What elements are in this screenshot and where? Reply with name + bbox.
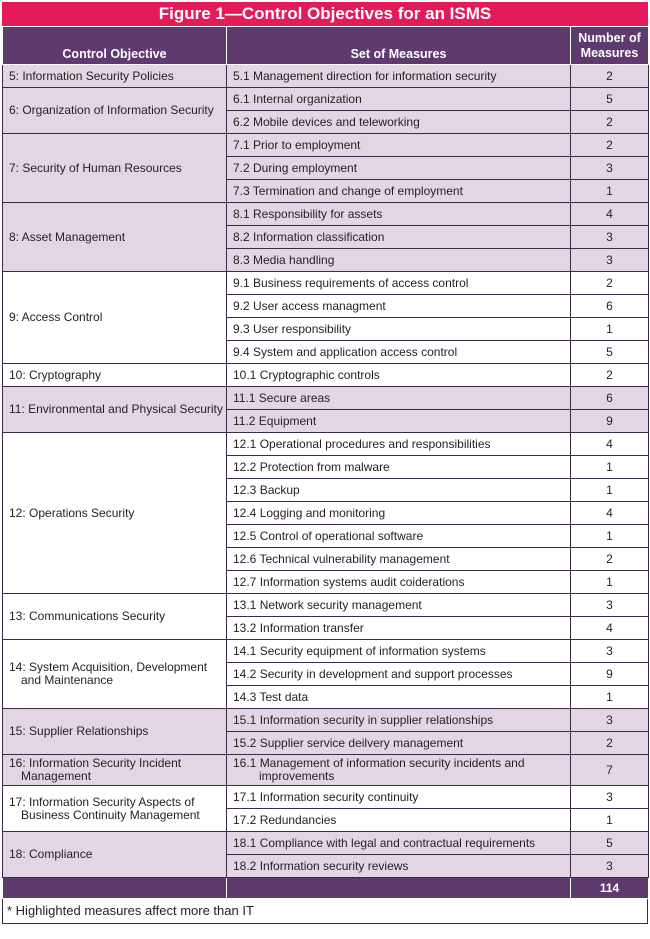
control-objective-cell — [3, 387, 227, 433]
measure-label: 9.3 User responsibility — [233, 321, 352, 336]
measure-cell — [227, 617, 571, 640]
total-count: 114 — [571, 878, 649, 899]
measure-count: 2 — [571, 134, 649, 157]
measure-count: 1 — [571, 571, 649, 594]
table-row — [3, 387, 649, 410]
control-objective-cell — [3, 594, 227, 640]
measure-label: 12.4 Logging and monitoring — [233, 505, 386, 520]
measure-count: 4 — [571, 502, 649, 525]
measure-label: 6.1 Internal organization — [233, 91, 362, 106]
measure-cell — [227, 341, 571, 364]
table-row — [3, 134, 649, 157]
measure-cell — [227, 548, 571, 571]
measure-cell — [227, 594, 571, 617]
control-objective-label: 9: Access Control — [9, 310, 103, 324]
measure-count: 4 — [571, 203, 649, 226]
measure-count: 3 — [571, 709, 649, 732]
measure-count: 5 — [571, 832, 649, 855]
measure-count: 1 — [571, 479, 649, 502]
control-objective-label: 14: System Acquisition, Development — [9, 660, 208, 674]
table-row — [3, 786, 649, 809]
table-row — [3, 640, 649, 663]
measure-cell — [227, 226, 571, 249]
measure-label: 18.1 Compliance with legal and contractual requirements — [233, 835, 536, 850]
measure-cell — [227, 387, 571, 410]
measure-cell — [227, 571, 571, 594]
measure-cell — [227, 410, 571, 433]
table-row — [3, 65, 649, 88]
measure-label: 9.1 Business requirements of access control — [233, 275, 469, 290]
measure-cell — [227, 364, 571, 387]
control-objective-cell — [3, 786, 227, 832]
measure-label: 12.6 Technical vulnerability management — [233, 551, 450, 566]
control-objective-cell — [3, 832, 227, 878]
control-objective-cell — [3, 640, 227, 709]
measure-label: 12.3 Backup — [233, 482, 300, 497]
control-objective-cell — [3, 364, 227, 387]
control-objective-label: 8: Asset Management — [9, 229, 126, 244]
control-objective-label: 12: Operations Security — [9, 505, 135, 520]
header-row — [3, 27, 649, 65]
table-row — [3, 832, 649, 855]
measure-cell — [227, 180, 571, 203]
measure-cell — [227, 203, 571, 226]
measure-label: 15.2 Supplier service deilvery management — [233, 735, 464, 750]
measure-cell — [227, 272, 571, 295]
table-row — [3, 88, 649, 111]
control-objective-label: 6: Organization of Information Security — [9, 103, 214, 117]
measure-count: 3 — [571, 249, 649, 272]
measure-label: 16.1 Management of information security incidents and — [233, 756, 525, 770]
measure-count: 1 — [571, 180, 649, 203]
control-objective-cell — [3, 755, 227, 786]
measure-label: 13.1 Network security management — [233, 597, 422, 612]
measure-label: 8.3 Media handling — [233, 252, 335, 267]
control-objective-label: 18: Compliance — [9, 847, 93, 861]
measure-cell — [227, 318, 571, 341]
measure-label-line2: improvements — [259, 769, 335, 783]
measure-cell — [227, 732, 571, 755]
measure-cell — [227, 479, 571, 502]
table-row — [3, 433, 649, 456]
table-row — [3, 272, 649, 295]
measure-label: 17.1 Information security continuity — [233, 789, 419, 804]
measure-count: 3 — [571, 226, 649, 249]
control-objective-label: 15: Supplier Relationships — [9, 724, 149, 738]
measure-cell — [227, 663, 571, 686]
measure-count: 3 — [571, 594, 649, 617]
table-row — [3, 594, 649, 617]
measure-count: 1 — [571, 809, 649, 832]
measure-label: 12.1 Operational procedures and responsibilities — [233, 436, 491, 451]
control-objectives-table — [2, 26, 649, 899]
control-objective-cell — [3, 709, 227, 755]
table-body — [3, 65, 649, 878]
measure-label: 5.1 Management direction for information security — [233, 68, 497, 83]
total-row — [3, 878, 649, 899]
measure-count: 9 — [571, 410, 649, 433]
measure-cell — [227, 295, 571, 318]
figure-title: Figure 1—Control Objectives for an ISMS — [2, 2, 648, 26]
measure-cell — [227, 433, 571, 456]
footnote: * Highlighted measures affect more than IT — [2, 899, 648, 924]
measure-count: 4 — [571, 617, 649, 640]
figure — [2, 2, 648, 924]
measure-label: 14.3 Test data — [233, 689, 309, 704]
measure-label: 17.2 Redundancies — [233, 812, 337, 827]
control-objective-label-line2: Business Continuity Management — [21, 807, 200, 822]
measure-cell — [227, 525, 571, 548]
measure-cell — [227, 809, 571, 832]
control-objective-label: 11: Environmental and Physical Security — [9, 402, 223, 416]
measure-cell — [227, 832, 571, 855]
measure-cell — [227, 686, 571, 709]
measure-label: 7.1 Prior to employment — [233, 137, 361, 152]
measure-label: 7.2 During employment — [233, 160, 358, 175]
measure-count: 6 — [571, 387, 649, 410]
control-objective-cell — [3, 134, 227, 203]
measure-label: 9.4 System and application access control — [233, 344, 458, 359]
measure-cell — [227, 855, 571, 878]
control-objective-label: 7: Security of Human Resources — [9, 160, 182, 175]
table-row — [3, 755, 649, 786]
control-objective-label: 17: Information Security Aspects of — [9, 794, 195, 809]
measure-label: 6.2 Mobile devices and teleworking — [233, 114, 420, 129]
control-objective-cell — [3, 88, 227, 134]
measure-label: 12.2 Protection from malware — [233, 459, 390, 474]
header-count-line1: Number of — [578, 30, 641, 45]
table-row — [3, 203, 649, 226]
measure-count: 1 — [571, 318, 649, 341]
measure-cell — [227, 134, 571, 157]
measure-cell — [227, 249, 571, 272]
table-row — [3, 709, 649, 732]
control-objective-label: 16: Information Security Incident — [9, 756, 182, 770]
measure-count: 2 — [571, 364, 649, 387]
measure-label: 11.2 Equipment — [233, 413, 317, 428]
measure-count: 9 — [571, 663, 649, 686]
measure-label: 15.1 Information security in supplier relationships — [233, 712, 494, 727]
total-spacer — [227, 878, 571, 899]
measure-count: 1 — [571, 525, 649, 548]
header-number-of-measures — [571, 27, 649, 65]
measure-label: 12.7 Information systems audit coiderations — [233, 574, 465, 589]
measure-label: 8.1 Responsibility for assets — [233, 206, 383, 221]
measure-cell — [227, 786, 571, 809]
measure-count: 6 — [571, 295, 649, 318]
control-objective-cell — [3, 272, 227, 364]
measure-count: 7 — [571, 755, 649, 786]
measure-count: 5 — [571, 341, 649, 364]
control-objective-cell — [3, 433, 227, 594]
measure-count: 1 — [571, 456, 649, 479]
measure-label: 12.5 Control of operational software — [233, 528, 424, 543]
measure-cell — [227, 755, 571, 786]
measure-label: 13.2 Information transfer — [233, 620, 364, 635]
control-objective-label: 13: Communications Security — [9, 609, 166, 623]
measure-label: 14.2 Security in development and support processes — [233, 666, 513, 681]
control-objective-label: 10: Cryptography — [9, 367, 102, 382]
total-spacer — [3, 878, 227, 899]
measure-label: 14.1 Security equipment of information systems — [233, 643, 486, 658]
measure-label: 7.3 Termination and change of employment — [233, 183, 463, 198]
header-control-objective: Control Objective — [3, 27, 227, 65]
control-objective-label: 5: Information Security Policies — [9, 68, 174, 83]
measure-cell — [227, 157, 571, 180]
measure-count: 3 — [571, 786, 649, 809]
header-count-line2: Measures — [580, 45, 639, 60]
measure-cell — [227, 88, 571, 111]
measure-count: 2 — [571, 272, 649, 295]
measure-cell — [227, 709, 571, 732]
measure-cell — [227, 456, 571, 479]
measure-count: 2 — [571, 732, 649, 755]
measure-cell — [227, 502, 571, 525]
measure-count: 3 — [571, 640, 649, 663]
measure-label: 18.2 Information security reviews — [233, 858, 409, 873]
measure-label: 10.1 Cryptographic controls — [233, 367, 380, 382]
control-objective-label-line2: Management — [21, 769, 92, 783]
measure-count: 3 — [571, 157, 649, 180]
measure-count: 4 — [571, 433, 649, 456]
measure-count: 5 — [571, 88, 649, 111]
measure-count: 1 — [571, 686, 649, 709]
measure-count: 3 — [571, 855, 649, 878]
header-set-of-measures: Set of Measures — [227, 27, 571, 65]
control-objective-label-line2: and Maintenance — [21, 673, 114, 687]
measure-label: 11.1 Secure areas — [233, 390, 331, 405]
measure-count: 2 — [571, 65, 649, 88]
table-row — [3, 364, 649, 387]
measure-label: 8.2 Information classification — [233, 229, 385, 244]
measure-cell — [227, 640, 571, 663]
control-objective-cell — [3, 65, 227, 88]
measure-cell — [227, 65, 571, 88]
measure-label: 9.2 User access managment — [233, 298, 386, 313]
measure-count: 2 — [571, 548, 649, 571]
measure-cell — [227, 111, 571, 134]
control-objective-cell — [3, 203, 227, 272]
measure-count: 2 — [571, 111, 649, 134]
